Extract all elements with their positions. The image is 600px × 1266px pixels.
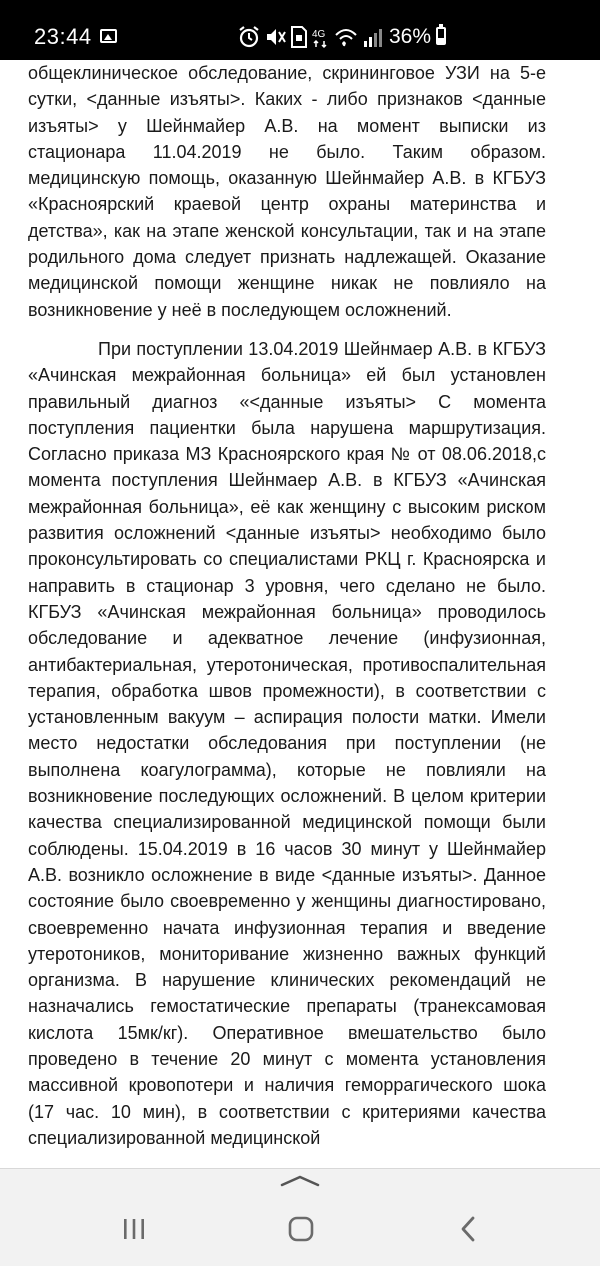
paragraph: При поступлении 13.04.2019 Шейнмаер А.В. в КГБУЗ «Ачинская межрайонная больница» ей был установлен правильный диагноз «<данные изъяты> С момента поступления пациентки была нарушена маршрутизация. Согласно приказа МЗ Красноярского края № от 08.06.2018,с момента поступления Шейнмаер А.В. в КГБУЗ «Ачинская межрайонная больница», её как женщину с высоким риском развития осложнений <данные изъяты> необходимо было проконсультировать со специалистами РКЦ г. Красноярска и направить в стационар 3 уровня, чего сделано не было. КГБУЗ «Ачинская межрайонная больница» проводилось обследование и адекватное лечение (инфузионная, антибактериальная, утеротоническая, противоспалительная терапия, обработка швов промежности), в соответствии с установленным вакуум – аспирация полости матки. Имели место недостатки обследования при поступлении (не выполнена коагулограмма), которые не повлияли на возникновение последующих осложнений. В целом критерии качества специализированной медицинской помощи были соблюдены. 15.04.2019 в 16 часов 30 минут у Шейнмайер А.В. возникло осложнение в виде <данные изъяты>. Данное состояние было своевременно у женщины диагностировано, своевременно начата инфузионная терапия и введение утеротоников, мониторивание жизненно важных функций организма. В нарушение клинических рекомендаций не назначались гемостатические препараты (транексамовая кислота 15мк/кг). Оперативное вмешательство было проведено в течение 20 минут с момента установления массивной кровопотери и наличия геморрагического шока (17 час. 10 мин), в соответствии с критериями качества специализированной медицинской	[28, 338, 546, 1148]
wifi-calling-icon	[334, 25, 360, 49]
home-icon[interactable]	[287, 1215, 315, 1243]
navigation-bar	[0, 1169, 600, 1266]
paragraph: общеклиническое обследование, скрининговое УЗИ на 5-е сутки, <данные изъяты>. Каких - либо признаков <данные изъяты> у Шейнмайер А.В. на момент выписки из стационара 11.04.2019 не было. Таким образом. медицинскую помощь, оказанную Шейнмайер А.В. в КГБУЗ «Красноярский краевой центр охраны материнства и детства», как на этапе женской консультации, так и на этапе родильного дома следует признать надлежащей. Оказание медицинской помощи женщине никак не повлияло на возникновение у неё в последующем осложнений.	[28, 63, 546, 320]
recent-apps-icon[interactable]	[120, 1215, 148, 1243]
mute-icon	[264, 25, 286, 49]
document-body	[28, 60, 546, 1151]
alarm-icon	[238, 25, 260, 49]
expand-chevron-icon[interactable]	[278, 1174, 322, 1188]
status-time: 23:44	[34, 24, 92, 49]
image-icon	[100, 29, 117, 43]
lte-icon	[312, 25, 332, 49]
signal-icon	[362, 25, 384, 49]
sim-icon	[290, 25, 308, 49]
back-icon[interactable]	[455, 1215, 483, 1243]
battery-icon	[436, 27, 446, 45]
battery-percent: 36%	[389, 25, 432, 48]
network-label: 4G	[312, 29, 326, 40]
document-viewer[interactable]	[0, 60, 600, 1168]
